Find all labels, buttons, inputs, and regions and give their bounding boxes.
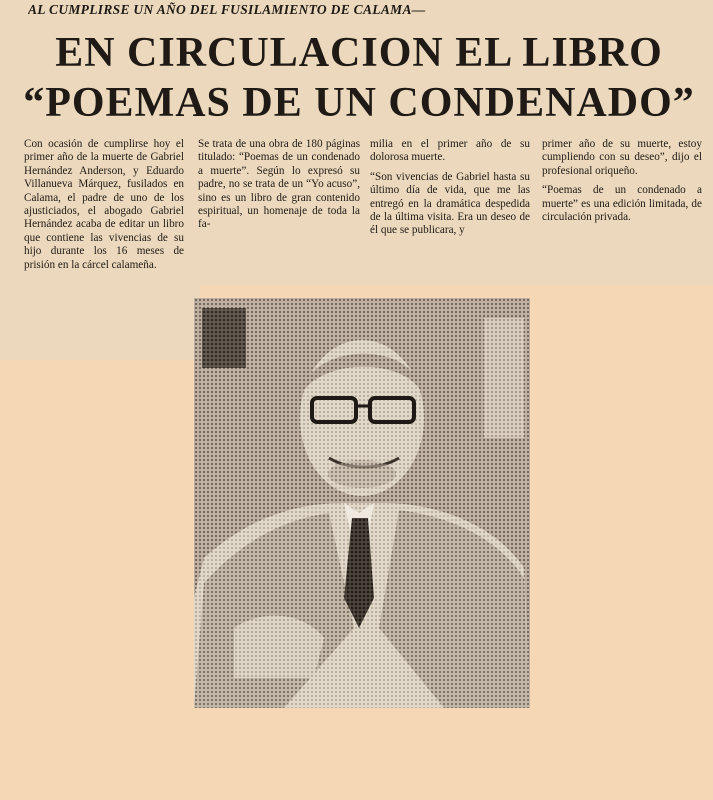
article-column-3 <box>370 138 530 238</box>
article-paragraph: “Son vivencias de Gabriel hasta su último día de vida, que me las entregó en la dramática despedida de la última visita. Era un deseo de él que se publicara, y <box>370 170 530 237</box>
portrait-photo <box>194 298 530 708</box>
article-paragraph: primer año de su muerte, estoy cumpliendo con su deseo”, dijo el profesional oriqueño. <box>542 138 702 177</box>
headline-line-2: “POEMAS DE UN CONDENADO” <box>23 80 695 126</box>
article-paragraph: “Poemas de un condenado a muerte” es una edición limitada, de circulación privada. <box>542 184 702 224</box>
article-column-1 <box>24 138 184 272</box>
article-paragraph: milia en el primer año de su dolorosa muerte. <box>370 138 530 164</box>
article-column-2 <box>198 138 360 232</box>
article-paragraph: Se trata de una obra de 180 páginas titulado: “Poemas de un condenado a muerte”. Según lo expresó su padre, no se trata de un “Yo acuso”, sino es un libro de gran contenido espiritual, un homenaje de toda la fa- <box>198 138 360 231</box>
article-paragraph: Con ocasión de cumplirse hoy el primer año de la muerte de Gabriel Hernández Anderson, y Eduardo Villanueva Márquez, fusilados en Calama, el padre de uno de los ajusticiados, el abogado Gabriel Hernández acaba de editar un libro que contiene las vivencias de su hijo durante los 16 meses de prisión en la cárcel calameña. <box>24 138 184 271</box>
kicker-line: AL CUMPLIRSE UN AÑO DEL FUSILAMIENTO DE CALAMA— <box>28 2 426 17</box>
headline-line-1: EN CIRCULACION EL LIBRO <box>55 30 663 76</box>
portrait-photo-image <box>194 298 530 708</box>
article-column-4 <box>542 138 702 224</box>
